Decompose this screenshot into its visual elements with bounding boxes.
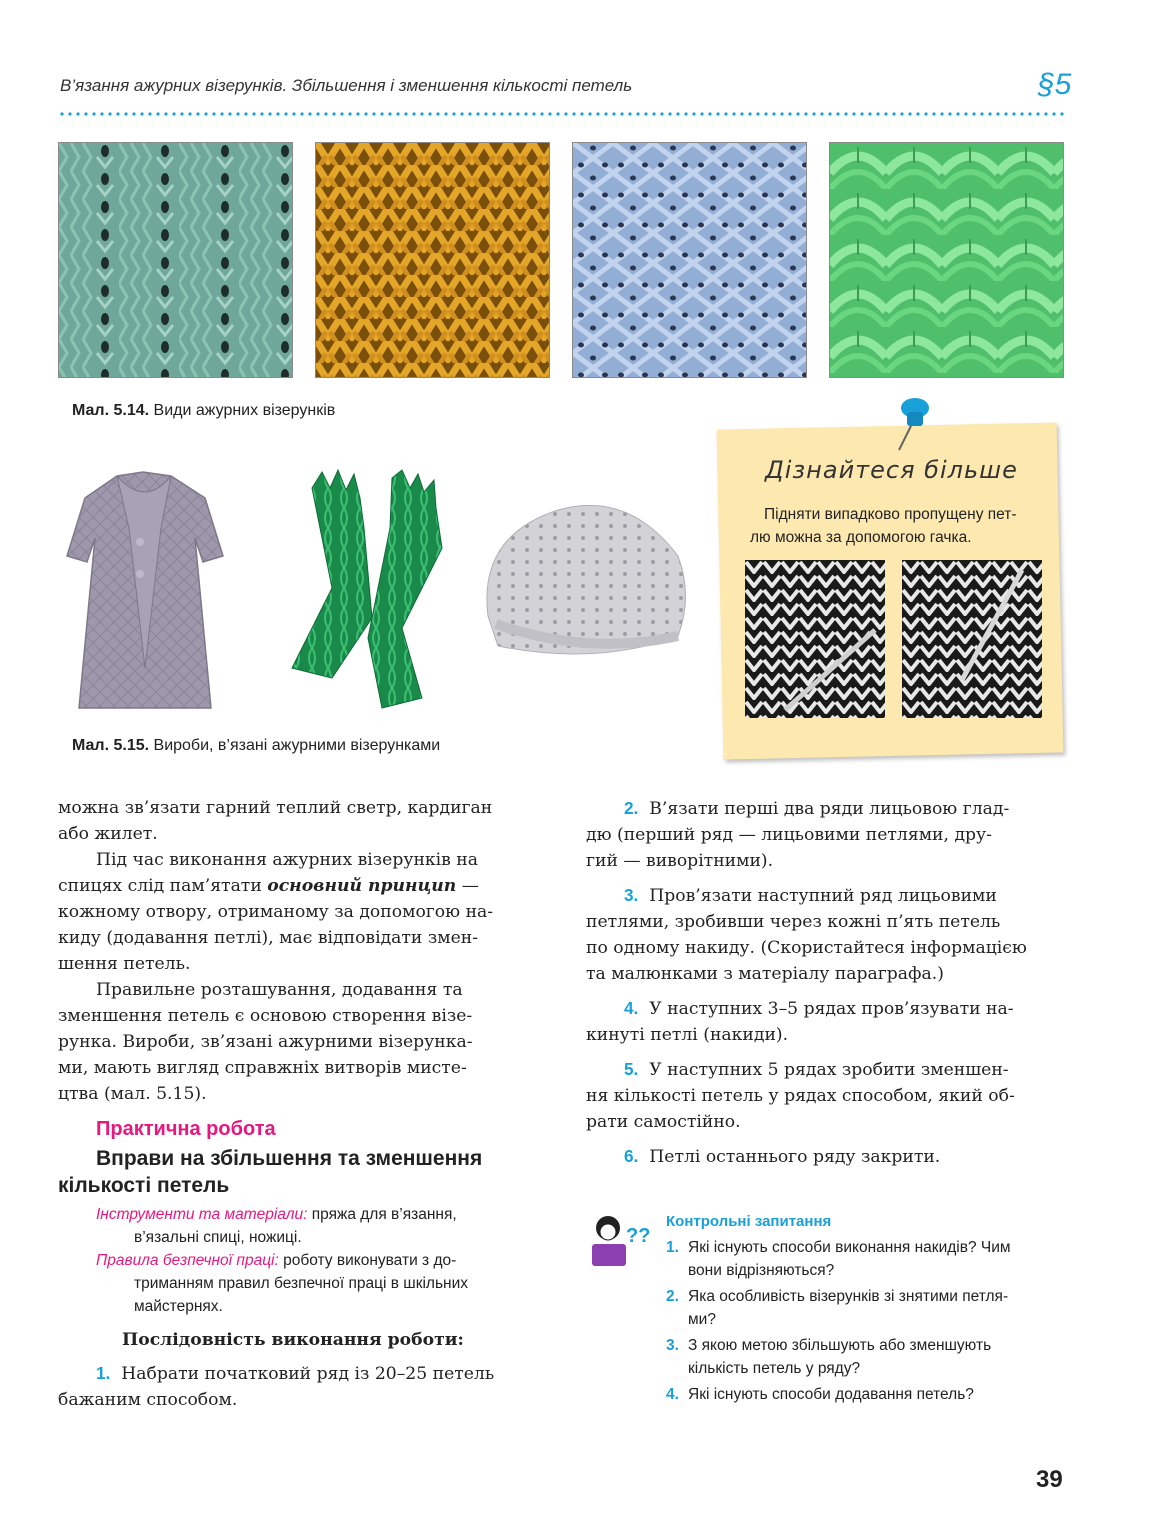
figure-label: Мал. 5.15. <box>72 737 150 754</box>
right-column: 2. В’язати перші два ряди лицьовою глад- дю (перший ряд — лицьовими петлями, дру- гий — виворітними). 3. Пров’язати наступний ряд лицьовими петлями, зробивши через кожні п’ять петель по одному накиду. (Скористайтеся інформацією та малюнками з матеріалу параграфа.) 4. У наступних 3–5 рядах пров’язувати на- кинуті петлі (накиди). 5. У наступних 5 рядах зробити зменшен- ня кількості петель у рядах способом, який об- рати самостійно. 6. Петлі останнього ряду закрити. <box>586 795 1066 1170</box>
step-6: 6. Петлі останнього ряду закрити. <box>624 1146 941 1167</box>
note-title: Дізнайтеся більше <box>765 456 1018 484</box>
left-column <box>58 795 536 1107</box>
mustard-lace-swatch-image <box>315 142 550 378</box>
figure-caption-text: Види ажурних візерунків <box>153 402 336 419</box>
paragraph-line: спицях слід пам’ятати основний принцип — <box>58 876 479 896</box>
question-item: 2. Яка особливість візерунків зі знятими петля- ми? <box>666 1288 1009 1328</box>
blue-lace-swatch-image <box>572 142 807 378</box>
paragraph-line: киду (додавання петлі), має відповідати змен- <box>58 928 479 948</box>
figure-5-15-caption <box>72 737 440 755</box>
question-item: 1. Які існують способи виконання накидів? Чим вони відрізняються? <box>666 1239 1011 1279</box>
note-text <box>750 503 1050 549</box>
paragraph-line: рунка. Вироби, зв’язані ажурними візерунка- <box>58 1032 473 1052</box>
step-3: 3. Пров’язати наступний ряд лицьовими <box>624 885 997 906</box>
practical-work-title: Практична робота <box>96 1118 276 1140</box>
cardigan-image <box>65 468 225 718</box>
paragraph-line: Під час виконання ажурних візерунків на <box>96 850 478 870</box>
paragraph-line: або жилет. <box>58 824 158 844</box>
student-reading-icon <box>588 1212 654 1268</box>
hook-photo-2 <box>902 560 1042 718</box>
section-number: §5 <box>1038 68 1072 101</box>
paragraph-line: Правильне розташування, додавання та <box>96 980 463 1000</box>
step-2: 2. В’язати перші два ряди лицьовою глад- <box>624 798 1010 819</box>
teal-lace-swatch-image <box>58 142 293 378</box>
paragraph-line: кожному отвору, отриманому за допомогою на- <box>58 902 494 922</box>
key-principle: основний принцип <box>267 876 457 896</box>
hook-photo-1 <box>745 560 885 718</box>
figure-5-14-caption <box>72 402 335 420</box>
dotted-divider <box>58 111 1068 117</box>
paragraph-line: зменшення петель є основою створення візе- <box>58 1006 473 1026</box>
hat-image <box>478 496 693 671</box>
running-header: В’язання ажурних візерунків. Збільшення і зменшення кількості петель <box>60 76 633 95</box>
paragraph-line: шення петель. <box>58 954 191 974</box>
question-marks: ?? <box>626 1225 651 1247</box>
figure-label: Мал. 5.14. <box>72 402 150 419</box>
safety-label: Правила безпечної праці: <box>96 1252 279 1269</box>
paragraph-line: цтва (мал. 5.15). <box>58 1084 207 1104</box>
step-1: 1. Набрати початковий ряд із 20–25 петель бажаним способом. <box>58 1363 495 1410</box>
questions-title: Контрольні запитання <box>666 1213 832 1230</box>
step-4: 4. У наступних 3–5 рядах пров’язувати на- <box>624 998 1014 1019</box>
paragraph-line: ми, мають вигляд справжніх витворів мисте- <box>58 1058 467 1078</box>
tools-block: Інструменти та матеріали: пряжа для в’язання, в’язальні спиці, ножиці. Правила безпечної праці: роботу виконувати з до- триманням правил безпечної праці в шкільних майстернях. <box>96 1206 469 1315</box>
question-item: 4. Які існують способи додавання петель? <box>666 1386 974 1403</box>
paragraph-line: можна зв’язати гарний теплий светр, кардиган <box>58 798 493 818</box>
note-line: лю можна за допомогою гачка. <box>750 529 972 546</box>
page-number: 39 <box>1036 1466 1063 1493</box>
tools-label: Інструменти та матеріали: <box>96 1206 308 1223</box>
pushpin-icon <box>885 394 935 454</box>
step-5: 5. У наступних 5 рядах зробити зменшен- <box>624 1059 1009 1080</box>
question-item: 3. З якою метою збільшують або зменшують кількість петель у ряду? <box>666 1337 992 1377</box>
figure-caption-text: Вироби, в’язані ажурними візерунками <box>153 737 441 754</box>
note-line: Підняти випадково пропущену пет- <box>764 506 1017 523</box>
sequence-title: Послідовність виконання роботи: <box>122 1330 464 1350</box>
questions-list <box>666 1236 1066 1409</box>
green-lace-swatch-image <box>829 142 1064 378</box>
exercise-title: Вправи на збільшення та зменшення кількості петель <box>58 1147 483 1197</box>
gloves-image <box>272 468 467 718</box>
